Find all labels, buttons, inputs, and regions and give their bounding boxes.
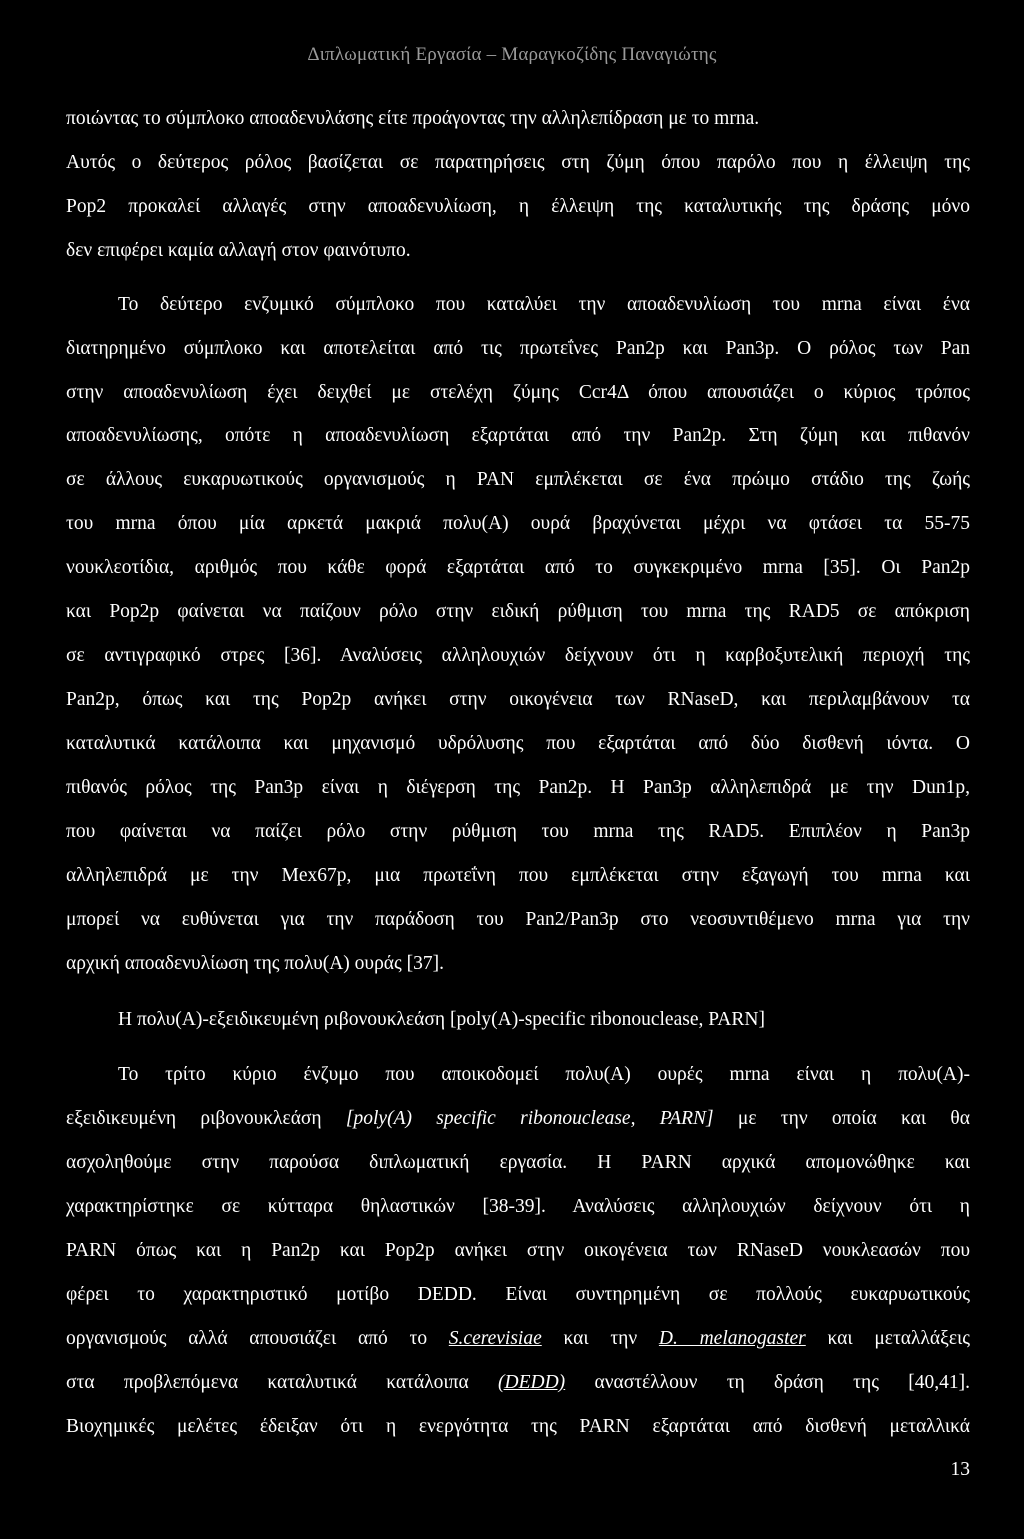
text-segment: στα προβλεπόμενα καταλυτικά κατάλοιπα [66,1372,499,1393]
text-segment: Βιοχημικές μελέτες έδειξαν ότι η ενεργότητα της PARN εξαρτάται από δισθενή μεταλλικά [66,1416,970,1437]
text-line [66,817,970,847]
text-line [66,1104,970,1134]
text-line [66,685,970,715]
text-segment: Pan2p, όπως και της Pop2p ανήκει στην οικογένεια των RNaseD, και περιλαμβάνουν τα [66,689,970,710]
text-segment: μπορεί να ευθύνεται για την παράδοση του Pan2/Pan3p στο νεοσυντιθέμενο mrna για την [66,909,970,930]
text-segment: δεν επιφέρει καμία αλλαγή στον φαινότυπο. [66,240,411,261]
running-header: Διπλωματική Εργασία – Μαραγκοζίδης Παναγιώτης [307,44,717,65]
text-segment: Η πολυ(A)-εξειδικευμένη ριβονουκλεάση [poly(A)-specific ribonouclease, PARN] [118,1009,765,1030]
italic-text: [poly(A) specific ribonouclease, PARN] [345,1108,714,1129]
text-line [66,1148,970,1178]
text-segment: PARN όπως και η Pan2p και Pop2p ανήκει στην οικογένεια των RNaseD νουκλεασών που [66,1240,970,1261]
text-segment: αρχική αποαδενυλίωση της πολυ(A) ουράς [37]. [66,953,444,974]
text-segment: αποαδενυλίωσης, οπότε η αποαδενυλίωση εξαρτάται από την Pan2p. Στη ζύμη και πιθανόν [66,425,970,446]
text-segment: αλληλεπιδρά με την Mex67p, μια πρωτεΐνη που εμπλέκεται στην εξαγωγή του mrna και [66,865,970,886]
text-segment: φέρει το χαρακτηριστικό μοτίβο DEDD. Είναι συντηρημένη σε πολλούς ευκαρυωτικούς [66,1284,970,1305]
text-segment: χαρακτηρίστηκε σε κύτταρα θηλαστικών [38-39]. Αναλύσεις αλληλουχιών δείχνουν ότι η [66,1196,970,1217]
text-line [66,1236,970,1266]
text-segment: Pop2 προκαλεί αλλαγές στην αποαδενυλίωση, η έλλειψη της καταλυτικής της δράσης μόνο [66,196,970,217]
text-segment: ποιώντας το σύμπλοκο αποαδενυλάσης είτε προάγοντας την αλληλεπίδραση με το mrna. [66,108,760,129]
text-segment: οργανισμούς αλλά απουσιάζει από το [66,1328,449,1349]
text-line [66,1368,970,1398]
text-line [66,861,970,891]
text-segment: ασχοληθούμε στην παρούσα διπλωματική εργασία. Η PARN αρχικά απομονώθηκε και [66,1152,970,1173]
text-line [66,465,970,495]
text-line [66,949,970,979]
text-line [66,290,970,320]
text-line [66,597,970,627]
text-line [66,641,970,671]
italic-text: (DEDD) [498,1372,566,1393]
italic-text: S.cerevisiae [448,1328,542,1349]
text-line [66,148,970,178]
text-line [66,509,970,539]
italic-text: D. melanogaster [658,1328,806,1349]
text-segment: Αυτός ο δεύτερος ρόλος βασίζεται σε παρατηρήσεις στη ζύμη όπου παρόλο που η έλλειψη της [66,152,970,173]
text-line [66,104,970,134]
text-line [66,1060,970,1090]
text-line [66,1324,970,1354]
text-line [66,1192,970,1222]
text-line [66,236,970,266]
text-line [66,1005,970,1035]
text-line [66,553,970,583]
text-segment: αναστέλλουν τη δράση της [40,41]. [565,1372,970,1393]
page-number: 13 [950,1459,970,1480]
text-line [66,378,970,408]
text-segment: εξειδικευμένη ριβονουκλεάση [66,1108,346,1129]
text-line [66,1280,970,1310]
text-segment: του mrna όπου μία αρκετά μακριά πολυ(A) ουρά βραχύνεται μέχρι να φτάσει τα 55-75 [66,513,970,534]
text-segment: με την οποία και θα [713,1108,970,1129]
text-segment: που φαίνεται να παίζει ρόλο στην ρύθμιση του mrna της RAD5. Επιπλέον η Pan3p [66,821,970,842]
text-segment: διατηρημένο σύμπλοκο και αποτελείται από τις πρωτεΐνες Pan2p και Pan3p. Ο ρόλος των Pan [66,338,970,359]
text-segment: Το δεύτερο ενζυμικό σύμπλοκο που καταλύει την αποαδενυλίωση του mrna είναι ένα [118,294,970,315]
text-segment: πιθανός ρόλος της Pan3p είναι η διέγερση της Pan2p. Η Pan3p αλληλεπιδρά με την Dun1p, [66,777,970,798]
text-segment: νουκλεοτίδια, αριθμός που κάθε φορά εξαρτάται από το συγκεκριμένο mrna [35]. Οι Pan2p [66,557,970,578]
text-line [66,729,970,759]
text-segment: καταλυτικά κατάλοιπα και μηχανισμό υδρόλυσης που εξαρτάται από δύο δισθενή ιόντα. Ο [66,733,970,754]
text-segment: στην αποαδενυλίωση έχει δειχθεί με στελέχη ζύμης Ccr4Δ όπου απουσιάζει ο κύριος τρόπος [66,382,970,403]
text-line [66,905,970,935]
text-line [66,421,970,451]
text-segment: σε αντιγραφικό στρες [36]. Αναλύσεις αλληλουχιών δείχνουν ότι η καρβοξυτελική περιοχή της [66,645,970,666]
text-segment: και Pop2p φαίνεται να παίζουν ρόλο στην ειδική ρύθμιση του mrna της RAD5 σε απόκριση [66,601,970,622]
text-segment: και μεταλλάξεις [805,1328,970,1349]
text-line [66,192,970,222]
text-line [66,1412,970,1442]
text-segment: σε άλλους ευκαρυωτικούς οργανισμούς η PAN εμπλέκεται σε ένα πρώιμο στάδιο της ζωής [66,469,970,490]
text-line [66,334,970,364]
text-segment: και την [541,1328,659,1349]
text-line [66,773,970,803]
text-segment: Το τρίτο κύριο ένζυμο που αποικοδομεί πολυ(A) ουρές mrna είναι η πολυ(A)- [118,1064,970,1085]
